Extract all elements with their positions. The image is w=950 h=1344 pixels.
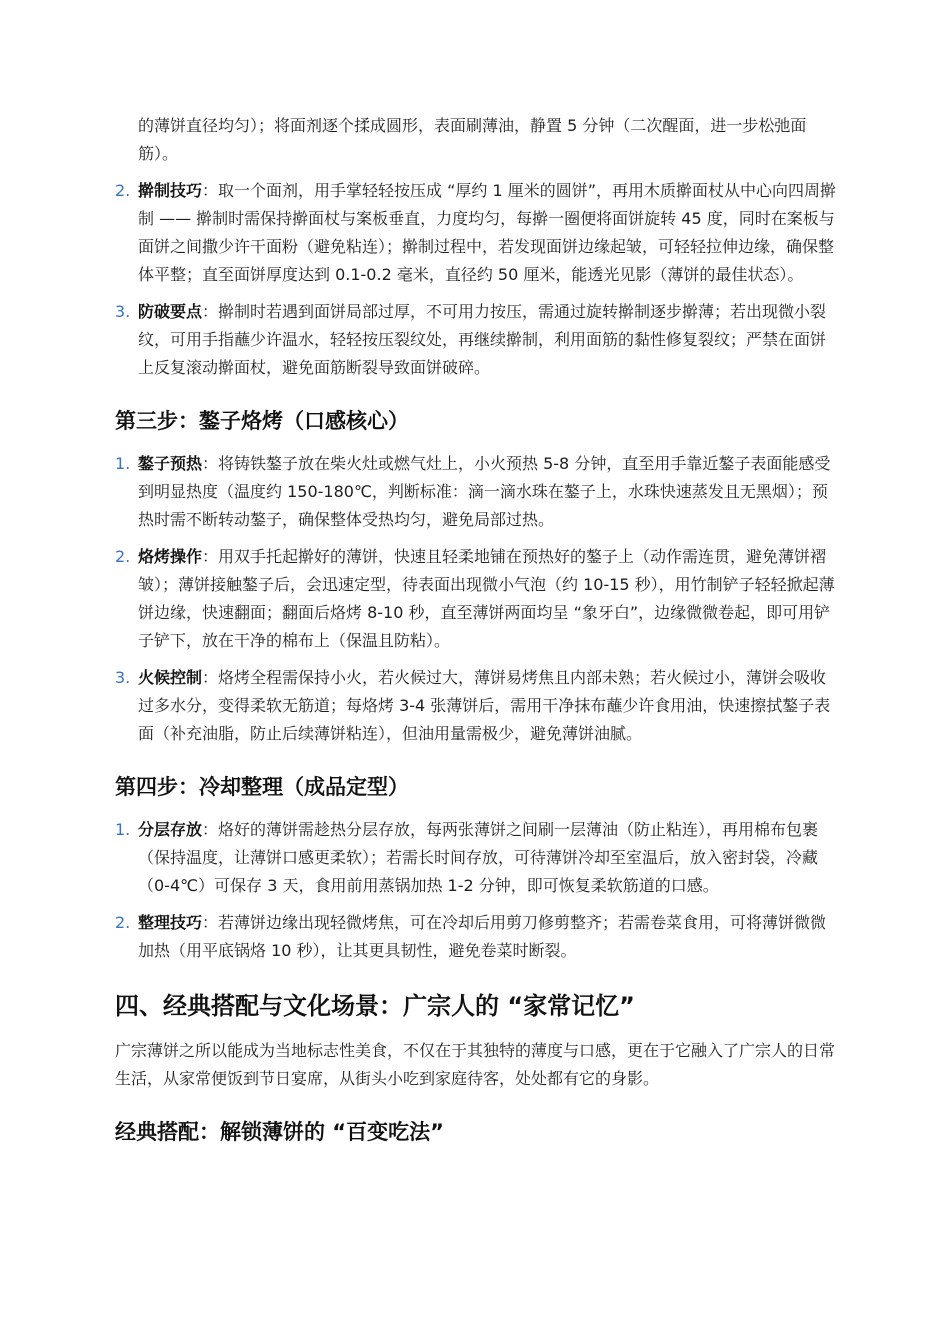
list-item-preheat: [115, 450, 840, 534]
list-number: 1.: [115, 820, 131, 839]
list-item-anti-break: [115, 298, 840, 382]
item-title: 分层存放: [138, 820, 203, 839]
item-title: 火候控制: [138, 668, 203, 687]
list-item-rolling-technique: [115, 177, 840, 289]
list-number: 2.: [115, 547, 131, 566]
item-text: ：烙好的薄饼需趁热分层存放，每两张薄饼之间刷一层薄油（防止粘连），再用棉布包裹（保持温度，让薄饼口感更柔软）；若需长时间存放，可待薄饼冷却至室温后，放入密封袋，冷藏（0-4℃）可保存 3 天，食用前用蒸锅加热 1-2 分钟，即可恢复柔软筋道的口感。: [138, 820, 819, 895]
item-title: 擀制技巧: [138, 181, 203, 200]
list-number: 3.: [115, 302, 131, 321]
item-title: 烙烤操作: [138, 547, 203, 566]
item-title: 防破要点: [138, 302, 203, 321]
item-text: ：将铸铁鏊子放在柴火灶或燃气灶上，小火预热 5-8 分钟，直至用手靠近鏊子表面能感受到明显热度（温度约 150-180℃，判断标准：滴一滴水珠在鏊子上，水珠快速蒸发且无黑烟）；预热时需不断转动鏊子，确保整体受热均匀，避免局部过热。: [138, 454, 831, 529]
list-number: 3.: [115, 668, 131, 687]
item-text: ：用双手托起擀好的薄饼，快速且轻柔地铺在预热好的鏊子上（动作需连贯，避免薄饼褶皱）；薄饼接触鏊子后，会迅速定型，待表面出现微小气泡（约 10-15 秒），用竹制铲子轻轻掀起薄饼边缘，快速翻面；翻面后烙烤 8-10 秒，直至薄饼两面均呈 “象牙白”，边缘微微卷起，即可用铲子铲下，放在干净的棉布上（保温且防粘）。: [138, 547, 835, 650]
list-item-heat-control: [115, 664, 840, 748]
item-text: ：烙烤全程需保持小火，若火候过大，薄饼易烤焦且内部未熟；若火候过小，薄饼会吸收过多水分，变得柔软无筋道；每烙烤 3-4 张薄饼后，需用干净抹布蘸少许食用油，快速擦拭鏊子表面（补充油脂，防止后续薄饼粘连），但油用量需极少，避免薄饼油腻。: [138, 668, 831, 743]
item-text: ：擀制时若遇到面饼局部过厚，不可用力按压，需通过旋转擀制逐步擀薄；若出现微小裂纹，可用手指蘸少许温水，轻轻按压裂纹处，再继续擀制，利用面筋的黏性修复裂纹；严禁在面饼上反复滚动擀面杖，避免面筋断裂导致面饼破碎。: [138, 302, 827, 377]
list-number: 2.: [115, 913, 131, 932]
list-item-storage: [115, 816, 840, 900]
section4-paragraph: 广宗薄饼之所以能成为当地标志性美食，不仅在于其独特的薄度与口感，更在于它融入了广宗人的日常生活，从家常便饭到节日宴席，从街头小吃到家庭待客，处处都有它的身影。: [115, 1041, 836, 1088]
item-title: 鏊子预热: [138, 454, 203, 473]
step4-heading: 第四步：冷却整理（成品定型）: [115, 775, 409, 799]
rolling-steps-list: [115, 177, 840, 382]
section4-heading: 四、经典搭配与文化场景：广宗人的 “家常记忆”: [115, 992, 635, 1020]
list-number: 2.: [115, 181, 131, 200]
list-item-trimming: [115, 909, 840, 965]
item-text: ：若薄饼边缘出现轻微烤焦，可在冷却后用剪刀修剪整齐；若需卷菜食用，可将薄饼微微加热（用平底锅烙 10 秒），让其更具韧性，避免卷菜时断裂。: [138, 913, 827, 960]
item-text: ：取一个面剂，用手掌轻轻按压成 “厚约 1 厘米的圆饼”，再用木质擀面杖从中心向四周擀制 —— 擀制时需保持擀面杖与案板垂直，力度均匀，每擀一圈便将面饼旋转 45 度，同时在案板与面饼之间撒少许干面粉（避免粘连）；擀制过程中，若发现面饼边缘起皱，可轻轻拉伸边缘，确保整体平整；直至面饼厚度达到 0.1-0.2 毫米，直径约 50 厘米，能透光见影（薄饼的最佳状态）。: [138, 181, 837, 284]
list-item-baking: [115, 543, 840, 655]
classic-pairing-heading: 经典搭配：解锁薄饼的 “百变吃法”: [115, 1120, 444, 1144]
item-title: 整理技巧: [138, 913, 203, 932]
list-item-continuation: 的薄饼直径均匀）；将面剂逐个揉成圆形，表面刷薄油，静置 5 分钟（二次醒面，进一步松弛面筋）。: [138, 116, 807, 163]
step4-list: [115, 816, 840, 965]
document-page: [115, 112, 840, 1161]
step3-heading: 第三步：鏊子烙烤（口感核心）: [115, 409, 409, 433]
list-number: 1.: [115, 454, 131, 473]
step3-list: [115, 450, 840, 748]
